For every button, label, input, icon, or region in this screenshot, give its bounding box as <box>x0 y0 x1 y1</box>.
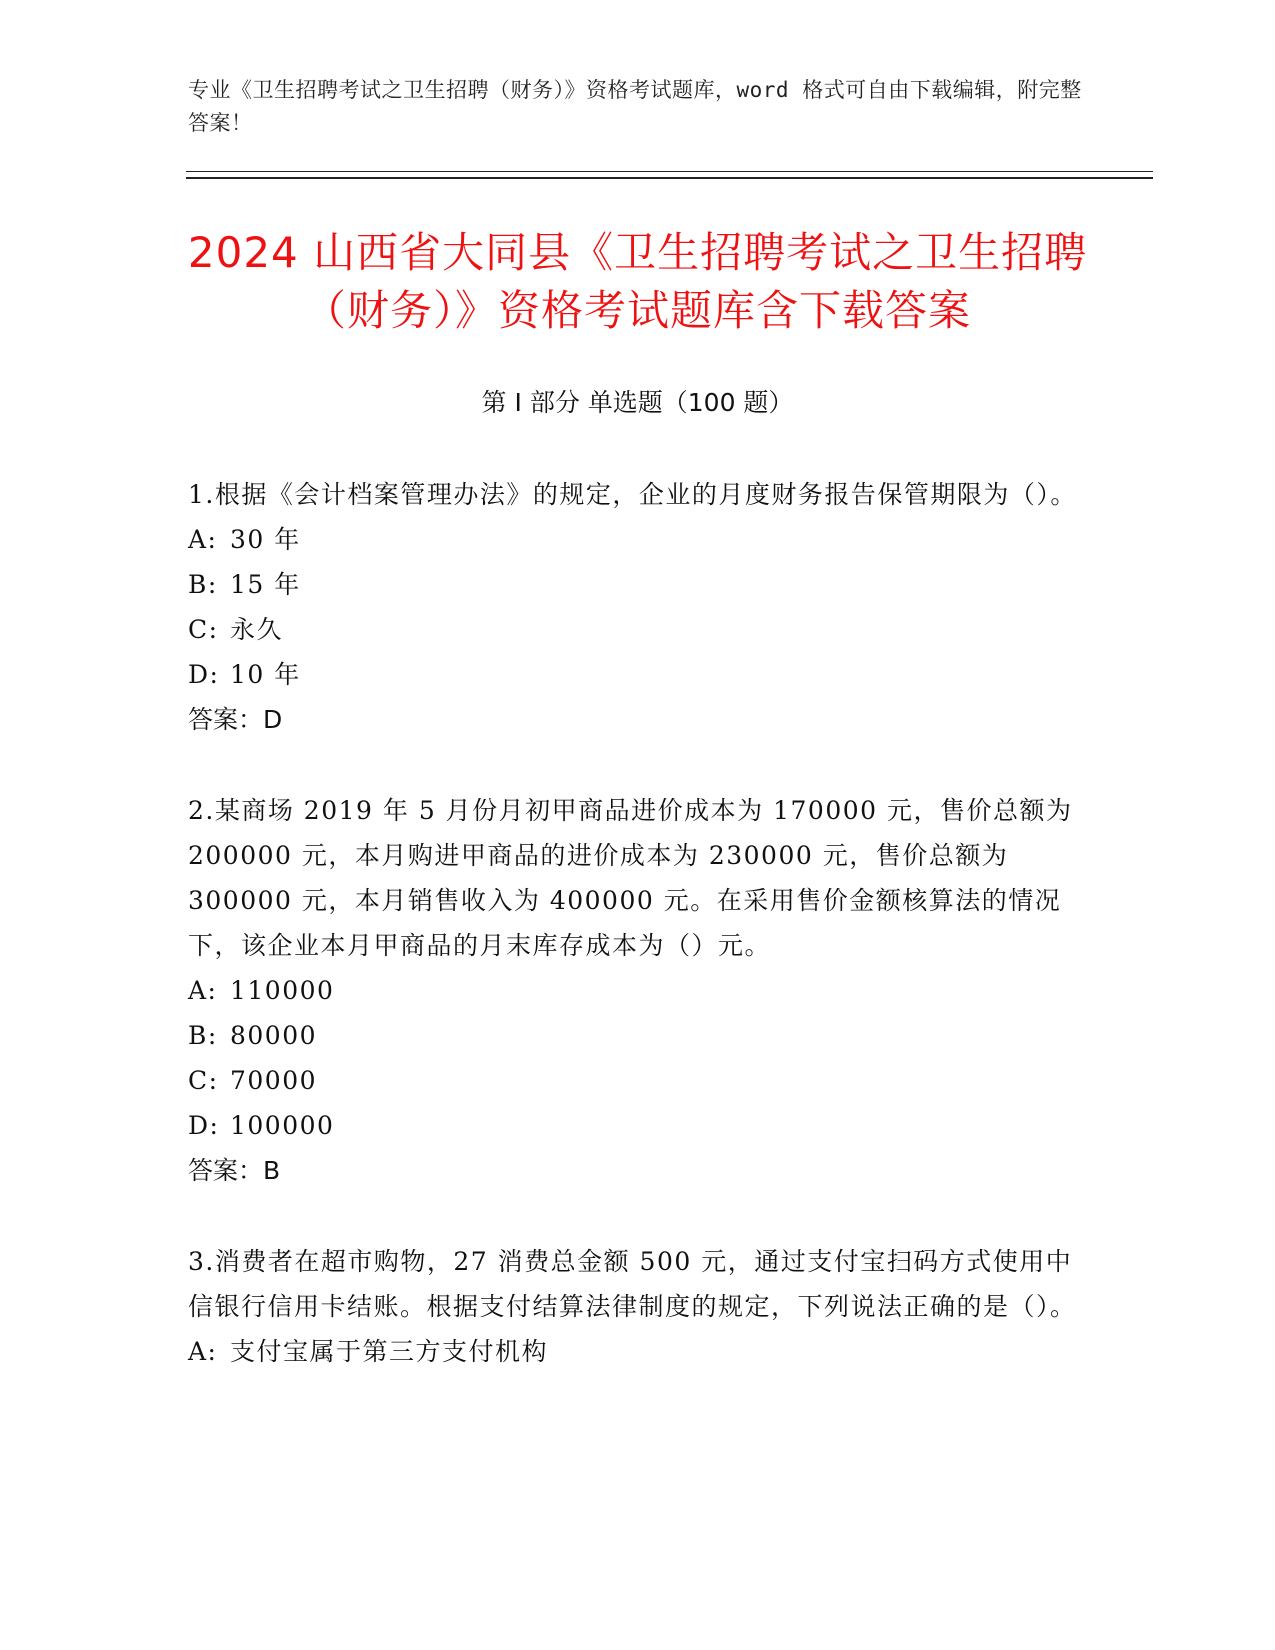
option-text: 110000 <box>230 976 335 1005</box>
section-title: 第 I 部分 单选题（100 题） <box>481 388 794 417</box>
question-stem: 3.消费者在超市购物，27 消费总金额 500 元，通过支付宝扫码方式使用中信银行信用卡结账。根据支付结算法律制度的规定，下列说法正确的是（）。 <box>188 1247 1077 1321</box>
option-a <box>188 1329 1088 1374</box>
header-rule-thin <box>186 171 1153 172</box>
option-label: C: <box>188 615 219 644</box>
option-text: 支付宝属于第三方支付机构 <box>230 1337 549 1366</box>
answer-line: 答案：D <box>188 705 283 734</box>
document-title: 2024 山西省大同县《卫生招聘考试之卫生招聘（财务）》资格考试题库含下载答案 <box>187 228 1088 335</box>
option-text: 永久 <box>230 615 284 644</box>
option-text: 30 年 <box>230 525 301 554</box>
option-text: 15 年 <box>230 570 301 599</box>
option-label: B: <box>188 1021 218 1050</box>
option-text: 10 年 <box>230 660 301 689</box>
option-label: A: <box>188 976 218 1005</box>
option-label: C: <box>188 1066 219 1095</box>
option-c <box>188 1058 1088 1103</box>
option-text: 70000 <box>230 1066 318 1095</box>
option-text: 80000 <box>230 1021 318 1050</box>
option-label: D: <box>188 1111 220 1140</box>
question-1 <box>188 472 1088 742</box>
question-stem: 1.根据《会计档案管理办法》的规定，企业的月度财务报告保管期限为（）。 <box>188 480 1077 509</box>
option-label: A: <box>188 525 218 554</box>
option-a <box>188 517 1088 562</box>
option-a <box>188 968 1088 1013</box>
option-d <box>188 1103 1088 1148</box>
question-stem: 2.某商场 2019 年 5 月份月初甲商品进价成本为 170000 元，售价总额为 200000 元，本月购进甲商品的进价成本为 230000 元，售价总额为 300000 元，本月销售收入为 400000 元。在采用售价金额核算法的情况下，该企业本月甲商品的月末库存成本为（）元。 <box>188 796 1073 960</box>
option-b <box>188 1013 1088 1058</box>
answer-line: 答案：B <box>188 1156 281 1185</box>
question-2 <box>188 788 1088 1193</box>
option-label: D: <box>188 660 220 689</box>
option-text: 100000 <box>230 1111 335 1140</box>
option-b <box>188 562 1088 607</box>
option-d <box>188 652 1088 697</box>
option-label: A: <box>188 1337 218 1366</box>
question-list <box>188 472 1088 1420</box>
header-rule-thick <box>186 177 1153 179</box>
question-3 <box>188 1239 1088 1374</box>
option-label: B: <box>188 570 218 599</box>
option-c <box>188 607 1088 652</box>
header-note: 专业《卫生招聘考试之卫生招聘（财务）》资格考试题库，word 格式可自由下载编辑，附完整答案！ <box>188 78 1082 135</box>
